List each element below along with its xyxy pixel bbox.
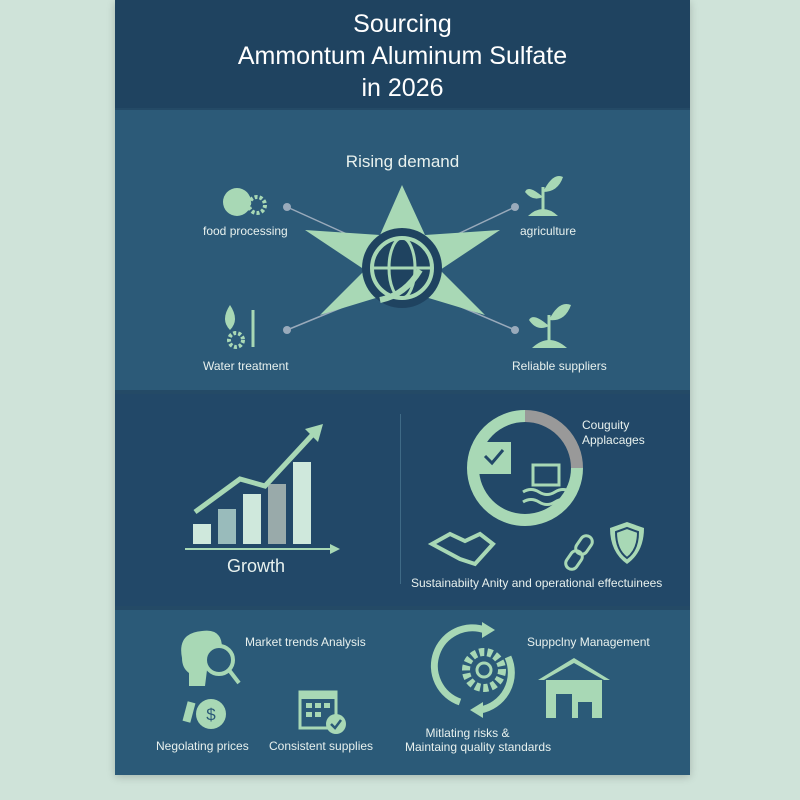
reliable-suppliers-sprout-icon: [527, 300, 572, 350]
consistent-supplies-label: Consistent supplies: [269, 739, 374, 753]
shield-icon: [610, 522, 645, 564]
warehouse-icon: [538, 658, 610, 718]
applications-label-line-2: Applacages: [582, 433, 645, 447]
rising-demand-heading: Rising demand: [345, 152, 460, 171]
food-processing-icon: [220, 180, 270, 220]
divider: [400, 414, 401, 584]
agriculture-label: agriculture: [520, 224, 577, 238]
market-trends-label: Market trends Analysis: [245, 635, 366, 649]
strategy-section: [115, 610, 690, 775]
title-line-1: Sourcing: [353, 10, 452, 38]
risks-quality-label: [405, 726, 552, 754]
supply-management-label: Suppclny Management: [527, 635, 650, 649]
title-line-3: in 2026: [361, 74, 444, 102]
title-banner: [115, 0, 690, 108]
risks-line-1: Mitlating risks &: [425, 726, 510, 740]
brain-magnifier-icon: [177, 628, 242, 688]
rising-demand-section: [115, 110, 690, 390]
calendar-check-icon: [298, 686, 348, 734]
negotiating-prices-label: Negolating prices: [156, 739, 249, 753]
infographic-poster: [115, 0, 690, 775]
dollar-coin-icon: [183, 697, 228, 732]
growth-label: Growth: [227, 556, 286, 576]
title-line-2: Ammontum Aluminum Sulfate: [237, 42, 568, 70]
handshake-icon: [430, 529, 495, 569]
applications-label: [582, 418, 645, 448]
applications-label-line-1: Couguity: [582, 418, 630, 432]
applications-cycle-icon: [465, 410, 585, 525]
risks-line-2: Maintaing quality standards: [405, 740, 552, 754]
svg-text:$: $: [206, 705, 216, 724]
food-processing-label: food processing: [203, 224, 288, 238]
star-globe-icon: [115, 110, 690, 390]
growth-bar-chart-icon: [185, 424, 345, 554]
agriculture-sprout-icon: [523, 172, 563, 217]
water-treatment-label: Water treatment: [203, 359, 289, 373]
growth-applications-section: [115, 394, 690, 606]
reliable-suppliers-label: Reliable suppliers: [512, 359, 607, 373]
gear-cycle-icon: [440, 622, 525, 717]
sustainability-caption: Sustainabiity Anity and operational effectuinees: [411, 576, 663, 590]
water-treatment-icon: [218, 305, 263, 350]
link-chain-icon: [565, 532, 595, 572]
